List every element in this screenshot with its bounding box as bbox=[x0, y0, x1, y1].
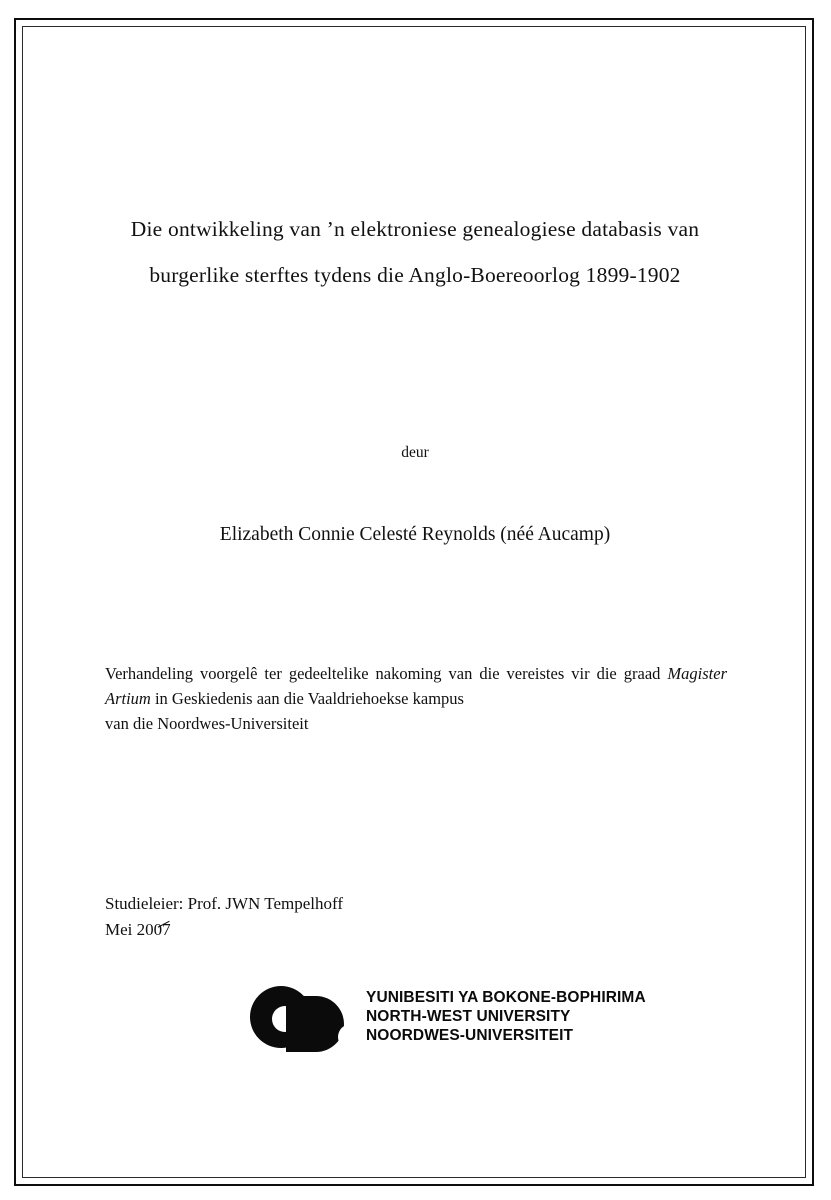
logo-d-shape bbox=[286, 996, 344, 1052]
page-title bbox=[100, 206, 730, 298]
byline-label: deur bbox=[401, 444, 429, 461]
date-line: Mei 2007 bbox=[105, 920, 171, 939]
logo-text-line-1: YUNIBESITI YA BOKONE-BOPHIRIMA bbox=[366, 989, 646, 1006]
title-line-1: Die ontwikkeling van ’n elektroniese genealogiese databasis van bbox=[130, 217, 700, 241]
degree-statement bbox=[105, 661, 727, 736]
nwu-logo-icon bbox=[250, 984, 358, 1052]
logo-text-line-2: NORTH-WEST UNIVERSITY bbox=[366, 1008, 571, 1025]
date-line-wrap bbox=[105, 917, 171, 943]
page-content bbox=[100, 26, 730, 1166]
university-logo bbox=[250, 984, 690, 1054]
statement-part-1: Verhandeling voorgelê ter gedeeltelike nakoming van die vereistes vir die graad bbox=[105, 664, 668, 683]
logo-text-block bbox=[366, 988, 646, 1045]
author-name: Elizabeth Connie Celesté Reynolds (néé Aucamp) bbox=[219, 524, 611, 545]
logo-text-line-3: NOORDWES-UNIVERSITEIT bbox=[366, 1027, 574, 1044]
statement-line-3: van die Noordwes-Universiteit bbox=[105, 714, 309, 733]
logo-d-hole bbox=[338, 1024, 364, 1050]
statement-degree-italic: Magister Artium bbox=[105, 664, 727, 708]
statement-part-2: in Geskiedenis aan die Vaaldriehoekse kampus bbox=[150, 689, 464, 708]
title-line-2: burgerlike sterftes tydens die Anglo-Boereoorlog 1899-1902 bbox=[149, 263, 681, 287]
supervisor-line: Studieleier: Prof. JWN Tempelhoff bbox=[105, 894, 344, 913]
supervisor-block bbox=[105, 891, 605, 943]
